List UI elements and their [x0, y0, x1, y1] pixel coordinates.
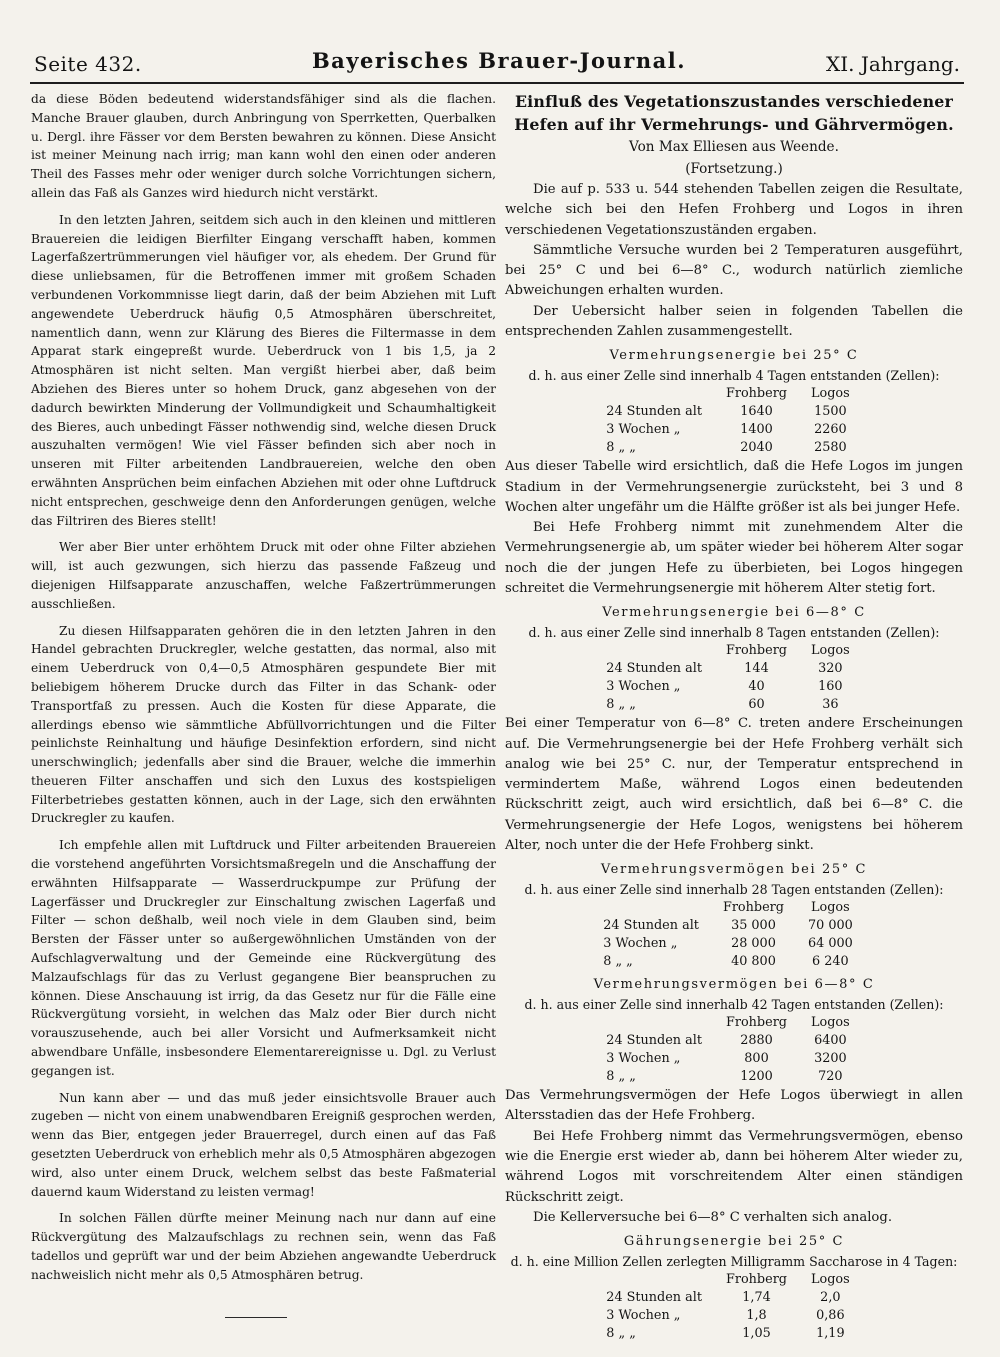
data-table [606, 1014, 861, 1086]
row-label: 8 „ „ [606, 440, 636, 456]
column-header-frohberg: Frohberg [725, 1272, 788, 1288]
logos-value: 0,86 [816, 1308, 845, 1324]
table-row [606, 421, 861, 439]
logos-value: 70 000 [807, 918, 853, 934]
table-row [603, 917, 865, 935]
table-row [606, 1032, 861, 1050]
paragraph: Wer aber Bier unter erhöhtem Druck mit oder ohne Filter abziehen will, ist auch gezwungen, sich hierzu das passende Faßzeug und diejenigen Hilfsapparate anzuschaffen, welche Faßzertrümmerungen ausschließen. [31, 540, 496, 611]
row-label: 24 Stunden alt [606, 1290, 702, 1306]
table-row [606, 1307, 861, 1325]
logos-value: 160 [818, 679, 843, 695]
logos-value: 6400 [814, 1033, 847, 1049]
paragraph: Bei Hefe Frohberg nimmt das Vermehrungsvermögen, ebenso wie die Energie erst wieder ab, dann bei höherem Alter wieder zu, während Logos mit vorschreitendem Alter einen ständigen Rückschritt zeigt. [505, 1128, 963, 1205]
logos-value: 320 [818, 661, 843, 677]
frohberg-value: 40 [748, 679, 765, 695]
frohberg-value: 1,8 [746, 1308, 767, 1324]
frohberg-value: 1400 [740, 422, 773, 438]
paragraph: Nun kann aber — und das muß jeder einsichtsvolle Brauer auch zugeben — nicht von einem unabwendbaren Ereigniß gesprochen werden, wenn das Bier, entgegen jeder Brauerregel, durch einen auf das Faß gesetzten Ueberdruck von erheblich mehr als 0,5 Atmosphären abgezogen wird, also unter einem Druck, welchem selbst das beste Faßmaterial dauernd kaum Widerstand zu leisten vermag! [31, 1090, 496, 1199]
logos-value: 2260 [814, 422, 847, 438]
table-row [606, 1325, 861, 1343]
table-row [606, 1289, 861, 1307]
paragraph: Bei einer Temperatur von 6—8° C. treten andere Erscheinungen auf. Die Vermehrungsenergie bei der Hefe Frohberg verhält sich analog wie bei 25° C. nur, der Temperatur entsprechend in vermindertem Maße, während Logos einen bedeutenden Rückschritt zeigt, auch wird ersichtlich, daß bei 6—8° C. die Vermehrungsenergie der Hefe Logos, wenigstens bei höherem Alter, noch unter die der Hefe Frohberg sinkt. [505, 716, 963, 853]
frohberg-value: 144 [744, 661, 769, 677]
frohberg-value: 35 000 [731, 918, 776, 934]
paragraph: In solchen Fällen dürfte meiner Meinung nach nur dann auf eine Rückvergütung des Malzaufschlags zu rechnen sein, wenn das Faß tadellos und geprüft war und der beim Abziehen angewandte Ueberdruck nachweislich nicht mehr als 0,5 Atmosphären betrug. [31, 1211, 496, 1282]
data-table [606, 1271, 861, 1343]
column-header-frohberg: Frohberg [725, 643, 788, 659]
paragraph: Sämmtliche Versuche wurden bei 2 Temperaturen ausgeführt, bei 25° C und bei 6—8° C., wodurch natürlich ziemliche Abweichungen erhalten wurden. [505, 242, 963, 299]
column-header-frohberg: Frohberg [722, 900, 784, 916]
logos-value: 3200 [814, 1051, 847, 1067]
row-label: 24 Stunden alt [606, 661, 702, 677]
paragraph: Die auf p. 533 u. 544 stehenden Tabellen zeigen die Resultate, welche sich bei den Hefen Frohberg und Logos in ihren verschiedenen Vegetationszuständen ergaben. [505, 182, 963, 238]
header-cell-empty [603, 899, 711, 917]
table-row [606, 660, 861, 678]
row-label: 3 Wochen „ [606, 1308, 681, 1324]
paragraph: Das Vermehrungsvermögen der Hefe Logos überwiegt in allen Altersstadien das der Hefe Frohberg. [505, 1088, 963, 1124]
table-title: Vermehrungsenergie bei 6—8° C [602, 605, 866, 621]
header-cell-empty [606, 642, 714, 660]
column-header-logos: Logos [811, 1272, 850, 1288]
frohberg-value: 40 800 [731, 954, 776, 970]
paragraph: Bei Hefe Frohberg nimmt mit zunehmendem Alter die Vermehrungsenergie ab, um später wieder bei höherem Alter sogar noch die der jungen Hefe zu überbieten, bei Logos hingegen schreitet die Vermehrungsenergie mit höherem Alter stetig fort. [505, 520, 963, 596]
logos-value: 2,0 [820, 1290, 841, 1306]
paragraph: da diese Böden bedeutend widerstandsfähiger sind als die flachen. Manche Brauer glauben, durch Anbringung von Sperrketten, Querbalken u. Dergl. ihre Fässer vor dem Bersten bewahren zu können. Diese Ansicht ist meiner Meinung nach irrig; man kann wohl den einen oder anderen Theil des Fasses mehr oder weniger durch solche Vorrichtungen sichern, allein das Faß als Ganzes wird hiedurch nicht verstärkt. [31, 92, 496, 200]
table-row [606, 403, 861, 421]
header-cell-empty [606, 385, 714, 403]
table-subtitle: d. h. eine Million Zellen zerlegten Milligramm Saccharose in 4 Tagen: [510, 1254, 958, 1270]
table-row [606, 439, 861, 457]
article-title: Einfluß des Vegetationszustandes verschiedener Hefen auf ihr Vermehrungs- und Gährvermögen. [514, 92, 954, 134]
row-label: 3 Wochen „ [606, 1051, 681, 1067]
journal-title: Bayerisches Brauer-Journal. [311, 48, 687, 73]
paragraph: Aus dieser Tabelle wird ersichtlich, daß die Hefe Logos im jungen Stadium in der Vermehrungsenergie zurücksteht, bei 3 und 8 Wochen alter ungefähr um die Hälfte größer ist als bei junger Hefe. [505, 459, 963, 515]
row-label: 8 „ „ [606, 1326, 636, 1342]
row-label: 3 Wochen „ [603, 936, 678, 952]
data-table [606, 642, 861, 714]
row-label: 8 „ „ [606, 697, 636, 713]
data-table [606, 385, 861, 457]
paragraph: In den letzten Jahren, seitdem sich auch in den kleinen und mittleren Brauereien die leidigen Bierfilter Eingang verschafft haben, kommen Lagerfaßzertrümmerungen viel häufiger vor, als ehedem. Der Grund für diese unliebsamen, für die Betroffenen immer mit großem Schaden verbundenen Vorkommnisse liegt darin, daß der beim Abziehen mit Luft angewendete Ueberdruck häufig 0,5 Atmosphären überschreitet, namentlich dann, wenn zur Klärung des Bieres die Filtermasse in dem Apparat stark eingepreßt wurde. Ueberdruck von 1 bis 1,5, ja 2 Atmosphären ist nicht selten. Man vergißt hierbei aber, daß beim Abziehen des Bieres unter so hohem Druck, ganz abgesehen von der dadurch bewirkten Minderung der Vollmundigkeit und Schaumhaltigkeit des Bieres, auch unbedingt Fässer nothwendig sind, welche diesen Druck auszuhalten vermögen! Wie viel Fässer befinden sich aber noch in unseren mit Filter arbeitenden Landbrauereien, welche den oben erwähnten Ansprüchen beim einfachen Abziehen mit oder ohne Luftdruck nicht entsprechen, geschweige denn den Anforderungen genügen, welche das Filtriren des Bieres stellt! [31, 212, 496, 528]
right-column [505, 90, 963, 1343]
frohberg-value: 60 [748, 697, 765, 713]
row-label: 24 Stunden alt [603, 918, 699, 934]
table-row [606, 678, 861, 696]
frohberg-value: 2880 [740, 1033, 773, 1049]
row-label: 3 Wochen „ [606, 422, 681, 438]
header-cell-empty [606, 1271, 714, 1289]
page-number: Seite 432. [34, 52, 142, 76]
header-cell-empty [606, 1014, 714, 1032]
table-row [603, 953, 865, 971]
table-row [606, 696, 861, 714]
frohberg-value: 2040 [740, 440, 773, 456]
table-row [603, 935, 865, 953]
paragraph: Der Uebersicht halber seien in folgenden Tabellen die entsprechenden Zahlen zusammengestellt. [505, 303, 963, 339]
column-header-logos: Logos [811, 643, 850, 659]
logos-value: 720 [818, 1069, 843, 1085]
header-rule [30, 82, 964, 84]
row-label: 24 Stunden alt [606, 404, 702, 420]
paragraph: Ich empfehle allen mit Luftdruck und Filter arbeitenden Brauereien die vorstehend angeführten Vorsichtsmaßregeln und die Anschaffung der erwähnten Hilfsapparate — Wasserdruckpumpe zur Prüfung der Lagerfässer und Druckregler zur Einschaltung zwischen Lagerfaß und Filter — schon deßhalb, weil noch viele in dem Glauben sind, beim Bersten der Fässer unter so außergewöhnlichen Umständen von der Aufschlagverwaltung und der Gemeinde eine Rückvergütung des Malzaufschlags für das zu Verlust gegangene Bier beanspruchen zu können. Diese Anschauung ist irrig, da das Gesetz nur für die Fälle eine Rückvergütung vorsieht, in welchen das Malz oder Bier durch nicht vorauszusehende, auch bei aller Vorsicht und Aufmerksamkeit nicht abwendbare Unfälle, insbesondere Elementarereignisse u. Dgl. zu Verlust gegangen ist. [31, 838, 496, 1078]
table-subtitle: d. h. aus einer Zelle sind innerhalb 42 Tagen entstanden (Zellen): [524, 997, 944, 1013]
logos-value: 2580 [814, 440, 847, 456]
left-column [31, 90, 496, 1285]
frohberg-value: 1200 [740, 1069, 773, 1085]
frohberg-value: 1,05 [742, 1326, 771, 1342]
article-author: Von Max Elliesen aus Weende. [629, 139, 839, 155]
frohberg-value: 1,74 [742, 1290, 771, 1306]
continuation-note: (Fortsetzung.) [685, 161, 783, 177]
end-rule [225, 1317, 287, 1318]
row-label: 24 Stunden alt [606, 1033, 702, 1049]
column-header-frohberg: Frohberg [725, 1015, 788, 1031]
table-row [606, 1050, 861, 1068]
row-label: 3 Wochen „ [606, 679, 681, 695]
row-label: 8 „ „ [603, 954, 633, 970]
table-subtitle: d. h. aus einer Zelle sind innerhalb 4 Tagen entstanden (Zellen): [528, 368, 940, 384]
table-subtitle: d. h. aus einer Zelle sind innerhalb 8 Tagen entstanden (Zellen): [528, 625, 940, 641]
data-table [603, 899, 865, 971]
table-title: Gährungsenergie bei 25° C [623, 1234, 845, 1250]
volume-label: XI. Jahrgang. [825, 52, 960, 76]
logos-value: 36 [822, 697, 839, 713]
paragraph: Zu diesen Hilfsapparaten gehören die in den letzten Jahren in den Handel gebrachten Druckregler, welche gestatten, das normal, also mit einem Ueberdruck von 0,4—0,5 Atmosphären gespundete Bier mit beliebigem höherem Drucke durch das Filter in das Schank- oder Transportfaß zu pressen. Auch die Kosten für diese Apparate, die allerdings ebenso wie sämmtliche Abfüllvorrichtungen und die Filter peinlichste Reinhaltung und häufige Desinfektion erfordern, sind nicht unerschwinglich; jedenfalls aber sind die Brauer, welche die immerhin theueren Filter anschaffen und sich den Luxus des kostspieligen Filterbetriebes gestatten können, auch in der Lage, sich den erwähnten Druckregler zu kaufen. [31, 623, 496, 826]
table-title: Vermehrungsenergie bei 25° C [609, 348, 859, 364]
row-label: 8 „ „ [606, 1069, 636, 1085]
logos-value: 64 000 [807, 936, 853, 952]
logos-value: 6 240 [812, 954, 849, 970]
table-row [606, 1068, 861, 1086]
table-title: Vermehrungsvermögen bei 25° C [600, 862, 868, 878]
paragraph: Die Kellerversuche bei 6—8° C verhalten sich analog. [533, 1209, 893, 1225]
frohberg-value: 800 [744, 1051, 769, 1067]
page-header [34, 46, 960, 80]
logos-value: 1500 [814, 404, 847, 420]
logos-value: 1,19 [816, 1326, 845, 1342]
table-title: Vermehrungsvermögen bei 6—8° C [593, 977, 875, 993]
column-header-logos: Logos [811, 1015, 850, 1031]
column-header-logos: Logos [811, 900, 850, 916]
frohberg-value: 1640 [740, 404, 773, 420]
column-header-frohberg: Frohberg [725, 386, 788, 402]
table-subtitle: d. h. aus einer Zelle sind innerhalb 28 Tagen entstanden (Zellen): [524, 882, 944, 898]
frohberg-value: 28 000 [731, 936, 776, 952]
column-header-logos: Logos [811, 386, 850, 402]
